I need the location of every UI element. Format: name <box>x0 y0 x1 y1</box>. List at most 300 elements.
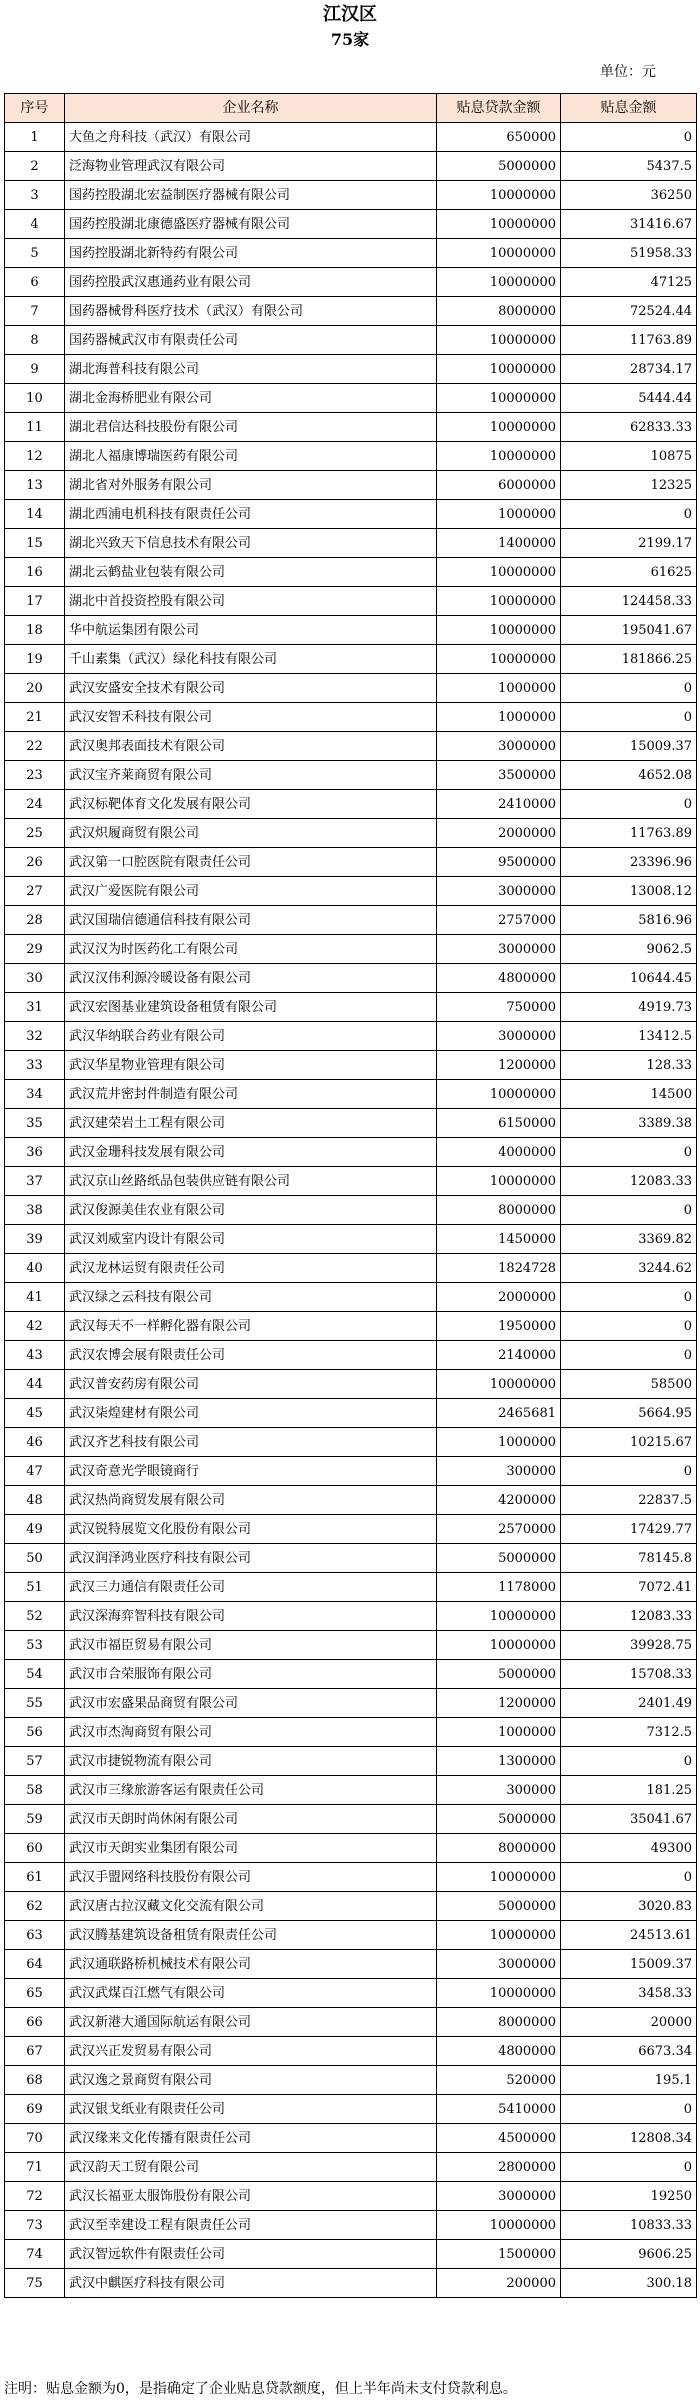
loan-amount: 2757000 <box>437 906 561 935</box>
row-index: 40 <box>5 1254 65 1283</box>
loan-amount: 1200000 <box>437 1051 561 1080</box>
company-name: 武汉市合荣服饰有限公司 <box>65 1660 437 1689</box>
table-row <box>5 645 697 674</box>
company-name: 武汉奥邦表面技术有限公司 <box>65 732 437 761</box>
company-name: 武汉宝齐莱商贸有限公司 <box>65 761 437 790</box>
row-index: 65 <box>5 1979 65 2008</box>
row-index: 71 <box>5 2153 65 2182</box>
loan-amount: 2465681 <box>437 1399 561 1428</box>
row-index: 73 <box>5 2211 65 2240</box>
loan-amount: 1000000 <box>437 500 561 529</box>
company-name: 武汉炽履商贸有限公司 <box>65 819 437 848</box>
table-row <box>5 1283 697 1312</box>
subsidy-amount: 5664.95 <box>561 1399 697 1428</box>
header-index: 序号 <box>5 94 65 123</box>
row-index: 10 <box>5 384 65 413</box>
loan-amount: 10000000 <box>437 587 561 616</box>
row-index: 28 <box>5 906 65 935</box>
subsidy-amount: 0 <box>561 703 697 732</box>
company-name: 湖北兴致天下信息技术有限公司 <box>65 529 437 558</box>
company-name: 湖北云鹤盐业包装有限公司 <box>65 558 437 587</box>
subsidy-amount: 300.18 <box>561 2269 697 2298</box>
subsidy-amount: 0 <box>561 1196 697 1225</box>
row-index: 12 <box>5 442 65 471</box>
table-row <box>5 993 697 1022</box>
table-row <box>5 558 697 587</box>
row-index: 43 <box>5 1341 65 1370</box>
table-row <box>5 1341 697 1370</box>
subsidy-amount: 0 <box>561 2153 697 2182</box>
loan-amount: 10000000 <box>437 413 561 442</box>
table-row <box>5 210 697 239</box>
row-index: 44 <box>5 1370 65 1399</box>
table-row <box>5 2008 697 2037</box>
table-row <box>5 819 697 848</box>
table-row <box>5 1805 697 1834</box>
company-name: 武汉宏图基业建筑设备租赁有限公司 <box>65 993 437 1022</box>
row-index: 11 <box>5 413 65 442</box>
company-name: 大鱼之舟科技（武汉）有限公司 <box>65 123 437 152</box>
loan-amount: 4200000 <box>437 1486 561 1515</box>
table-row <box>5 2037 697 2066</box>
loan-amount: 5000000 <box>437 1660 561 1689</box>
table-row <box>5 1892 697 1921</box>
loan-amount: 1200000 <box>437 1689 561 1718</box>
loan-amount: 9500000 <box>437 848 561 877</box>
loan-amount: 5000000 <box>437 1544 561 1573</box>
table-row <box>5 935 697 964</box>
company-name: 武汉市捷锐物流有限公司 <box>65 1747 437 1776</box>
row-index: 66 <box>5 2008 65 2037</box>
loan-amount: 300000 <box>437 1457 561 1486</box>
company-name: 武汉绿之云科技有限公司 <box>65 1283 437 1312</box>
loan-amount: 10000000 <box>437 210 561 239</box>
subsidy-amount: 22837.5 <box>561 1486 697 1515</box>
table-row <box>5 1399 697 1428</box>
loan-amount: 8000000 <box>437 297 561 326</box>
table-row <box>5 2153 697 2182</box>
company-name: 湖北西浦电机科技有限责任公司 <box>65 500 437 529</box>
table-row <box>5 2269 697 2298</box>
subsidy-amount: 11763.89 <box>561 326 697 355</box>
row-index: 42 <box>5 1312 65 1341</box>
subsidy-amount: 36250 <box>561 181 697 210</box>
company-name: 武汉通联路桥机械技术有限公司 <box>65 1950 437 1979</box>
subsidy-amount: 10833.33 <box>561 2211 697 2240</box>
subsidy-amount: 31416.67 <box>561 210 697 239</box>
table-row <box>5 1080 697 1109</box>
row-index: 32 <box>5 1022 65 1051</box>
company-name: 湖北金海桥肥业有限公司 <box>65 384 437 413</box>
page-title: 江汉区 <box>323 4 377 25</box>
table-row <box>5 413 697 442</box>
loan-amount: 5000000 <box>437 1805 561 1834</box>
header-subsidy-amount: 贴息金额 <box>561 94 697 123</box>
company-name: 湖北人福康博瑞医药有限公司 <box>65 442 437 471</box>
company-name: 国药控股湖北宏益制医疗器械有限公司 <box>65 181 437 210</box>
row-index: 63 <box>5 1921 65 1950</box>
table-row <box>5 703 697 732</box>
loan-amount: 3500000 <box>437 761 561 790</box>
table-row <box>5 1544 697 1573</box>
table-row <box>5 2240 697 2269</box>
subsidy-table <box>4 93 697 2298</box>
loan-amount: 3000000 <box>437 935 561 964</box>
table-row <box>5 1457 697 1486</box>
table-row <box>5 529 697 558</box>
table-row <box>5 1312 697 1341</box>
table-row <box>5 906 697 935</box>
subsidy-amount: 9606.25 <box>561 2240 697 2269</box>
table-row <box>5 471 697 500</box>
subsidy-amount: 19250 <box>561 2182 697 2211</box>
company-name: 武汉第一口腔医院有限责任公司 <box>65 848 437 877</box>
subsidy-amount: 2401.49 <box>561 1689 697 1718</box>
subsidy-amount: 0 <box>561 2095 697 2124</box>
loan-amount: 10000000 <box>437 355 561 384</box>
row-index: 5 <box>5 239 65 268</box>
loan-amount: 10000000 <box>437 616 561 645</box>
loan-amount: 10000000 <box>437 268 561 297</box>
subsidy-amount: 49300 <box>561 1834 697 1863</box>
subsidy-amount: 0 <box>561 790 697 819</box>
subsidy-amount: 47125 <box>561 268 697 297</box>
company-name: 武汉龙林运贸有限责任公司 <box>65 1254 437 1283</box>
table-row <box>5 1602 697 1631</box>
row-index: 55 <box>5 1689 65 1718</box>
company-count: 75家 <box>330 30 370 49</box>
subsidy-amount: 4652.08 <box>561 761 697 790</box>
company-name: 武汉俊源美佳农业有限公司 <box>65 1196 437 1225</box>
subsidy-amount: 2199.17 <box>561 529 697 558</box>
loan-amount: 4800000 <box>437 2037 561 2066</box>
unit-label: 单位：元 <box>600 64 656 80</box>
company-name: 武汉银戈纸业有限责任公司 <box>65 2095 437 2124</box>
subsidy-amount: 13008.12 <box>561 877 697 906</box>
subsidy-amount: 195041.67 <box>561 616 697 645</box>
subsidy-amount: 10644.45 <box>561 964 697 993</box>
company-name: 国药控股武汉惠通药业有限公司 <box>65 268 437 297</box>
table-row <box>5 732 697 761</box>
subsidy-amount: 5816.96 <box>561 906 697 935</box>
company-name: 武汉中麒医疗科技有限公司 <box>65 2269 437 2298</box>
company-name: 武汉深海弈智科技有限公司 <box>65 1602 437 1631</box>
row-index: 69 <box>5 2095 65 2124</box>
row-index: 57 <box>5 1747 65 1776</box>
table-row <box>5 2211 697 2240</box>
row-index: 15 <box>5 529 65 558</box>
company-name: 武汉汉伟利源冷暖设备有限公司 <box>65 964 437 993</box>
subsidy-amount: 58500 <box>561 1370 697 1399</box>
company-name: 武汉广爱医院有限公司 <box>65 877 437 906</box>
subsidy-amount: 0 <box>561 1747 697 1776</box>
row-index: 53 <box>5 1631 65 1660</box>
company-name: 武汉安智禾科技有限公司 <box>65 703 437 732</box>
subsidy-amount: 5437.5 <box>561 152 697 181</box>
row-index: 45 <box>5 1399 65 1428</box>
table-row <box>5 123 697 152</box>
loan-amount: 10000000 <box>437 1080 561 1109</box>
row-index: 31 <box>5 993 65 1022</box>
table-row <box>5 616 697 645</box>
subsidy-amount: 7072.41 <box>561 1573 697 1602</box>
table-row <box>5 2182 697 2211</box>
subsidy-amount: 9062.5 <box>561 935 697 964</box>
subsidy-amount: 51958.33 <box>561 239 697 268</box>
row-index: 33 <box>5 1051 65 1080</box>
row-index: 54 <box>5 1660 65 1689</box>
table-row <box>5 1167 697 1196</box>
subsidy-amount: 12083.33 <box>561 1167 697 1196</box>
loan-amount: 2800000 <box>437 2153 561 2182</box>
company-name: 国药器械骨科医疗技术（武汉）有限公司 <box>65 297 437 326</box>
company-name: 武汉京山丝路纸品包装供应链有限公司 <box>65 1167 437 1196</box>
loan-amount: 3000000 <box>437 1022 561 1051</box>
row-index: 36 <box>5 1138 65 1167</box>
company-name: 武汉武煤百江燃气有限公司 <box>65 1979 437 2008</box>
row-index: 9 <box>5 355 65 384</box>
table-row <box>5 1573 697 1602</box>
table-row <box>5 297 697 326</box>
subsidy-amount: 0 <box>561 500 697 529</box>
loan-amount: 4500000 <box>437 2124 561 2153</box>
row-index: 24 <box>5 790 65 819</box>
subsidy-amount: 3458.33 <box>561 1979 697 2008</box>
row-index: 49 <box>5 1515 65 1544</box>
table-row <box>5 2066 697 2095</box>
subsidy-amount: 0 <box>561 1312 697 1341</box>
loan-amount: 6000000 <box>437 471 561 500</box>
footnote: 注明：贴息金额为0，是指确定了企业贴息贷款额度，但上半年尚未支付贷款利息。 <box>4 2381 517 2397</box>
table-row <box>5 1660 697 1689</box>
row-index: 64 <box>5 1950 65 1979</box>
company-name: 武汉市宏盛果品商贸有限公司 <box>65 1689 437 1718</box>
subsidy-amount: 12325 <box>561 471 697 500</box>
company-name: 武汉普安药房有限公司 <box>65 1370 437 1399</box>
company-name: 武汉荒井密封件制造有限公司 <box>65 1080 437 1109</box>
subsidy-amount: 10875 <box>561 442 697 471</box>
table-row <box>5 1863 697 1892</box>
table-row <box>5 1979 697 2008</box>
company-name: 武汉润泽鸿业医疗科技有限公司 <box>65 1544 437 1573</box>
company-name: 武汉建荣岩土工程有限公司 <box>65 1109 437 1138</box>
loan-amount: 5410000 <box>437 2095 561 2124</box>
table-row <box>5 1950 697 1979</box>
table-row <box>5 1718 697 1747</box>
subsidy-amount: 10215.67 <box>561 1428 697 1457</box>
company-name: 武汉每天不一样孵化器有限公司 <box>65 1312 437 1341</box>
row-index: 46 <box>5 1428 65 1457</box>
subsidy-amount: 12808.34 <box>561 2124 697 2153</box>
subsidy-amount: 0 <box>561 1457 697 1486</box>
table-row <box>5 442 697 471</box>
table-row <box>5 384 697 413</box>
company-name: 武汉手盟网络科技股份有限公司 <box>65 1863 437 1892</box>
company-name: 武汉锐特展览文化股份有限公司 <box>65 1515 437 1544</box>
table-row <box>5 790 697 819</box>
company-name: 武汉标靶体育文化发展有限公司 <box>65 790 437 819</box>
company-name: 武汉刘威室内设计有限公司 <box>65 1225 437 1254</box>
loan-amount: 10000000 <box>437 1921 561 1950</box>
company-name: 武汉奇意光学眼镜商行 <box>65 1457 437 1486</box>
subsidy-amount: 3020.83 <box>561 1892 697 1921</box>
loan-amount: 2570000 <box>437 1515 561 1544</box>
subsidy-amount: 11763.89 <box>561 819 697 848</box>
table-row <box>5 500 697 529</box>
loan-amount: 2410000 <box>437 790 561 819</box>
table-row <box>5 355 697 384</box>
subsidy-amount: 62833.33 <box>561 413 697 442</box>
subsidy-amount: 61625 <box>561 558 697 587</box>
loan-amount: 1000000 <box>437 1718 561 1747</box>
loan-amount: 8000000 <box>437 1196 561 1225</box>
subsidy-amount: 0 <box>561 674 697 703</box>
company-name: 武汉华星物业管理有限公司 <box>65 1051 437 1080</box>
row-index: 56 <box>5 1718 65 1747</box>
loan-amount: 10000000 <box>437 1863 561 1892</box>
loan-amount: 1450000 <box>437 1225 561 1254</box>
loan-amount: 10000000 <box>437 1979 561 2008</box>
table-row <box>5 1225 697 1254</box>
loan-amount: 10000000 <box>437 1631 561 1660</box>
loan-amount: 1824728 <box>437 1254 561 1283</box>
loan-amount: 750000 <box>437 993 561 1022</box>
row-index: 29 <box>5 935 65 964</box>
company-name: 武汉智远软件有限责任公司 <box>65 2240 437 2269</box>
header-loan-amount: 贴息贷款金额 <box>437 94 561 123</box>
row-index: 16 <box>5 558 65 587</box>
loan-amount: 10000000 <box>437 1167 561 1196</box>
subsidy-amount: 17429.77 <box>561 1515 697 1544</box>
subsidy-amount: 72524.44 <box>561 297 697 326</box>
table-row <box>5 1921 697 1950</box>
row-index: 17 <box>5 587 65 616</box>
table-row <box>5 1776 697 1805</box>
loan-amount: 2000000 <box>437 1283 561 1312</box>
row-index: 35 <box>5 1109 65 1138</box>
table-row <box>5 1428 697 1457</box>
company-name: 武汉市天朗时尚休闲有限公司 <box>65 1805 437 1834</box>
row-index: 61 <box>5 1863 65 1892</box>
loan-amount: 300000 <box>437 1776 561 1805</box>
loan-amount: 2140000 <box>437 1341 561 1370</box>
row-index: 72 <box>5 2182 65 2211</box>
row-index: 21 <box>5 703 65 732</box>
row-index: 13 <box>5 471 65 500</box>
company-name: 湖北海普科技有限公司 <box>65 355 437 384</box>
company-name: 武汉腾基建筑设备租赁有限责任公司 <box>65 1921 437 1950</box>
table-header-row <box>5 94 697 123</box>
row-index: 50 <box>5 1544 65 1573</box>
company-name: 武汉兴正发贸易有限公司 <box>65 2037 437 2066</box>
subsidy-amount: 78145.8 <box>561 1544 697 1573</box>
row-index: 8 <box>5 326 65 355</box>
row-index: 51 <box>5 1573 65 1602</box>
subsidy-amount: 15009.37 <box>561 732 697 761</box>
subsidy-amount: 14500 <box>561 1080 697 1109</box>
loan-amount: 4000000 <box>437 1138 561 1167</box>
table-row <box>5 877 697 906</box>
loan-amount: 1178000 <box>437 1573 561 1602</box>
company-name: 泛海物业管理武汉有限公司 <box>65 152 437 181</box>
loan-amount: 10000000 <box>437 2211 561 2240</box>
company-name: 武汉安盛安全技术有限公司 <box>65 674 437 703</box>
subsidy-amount: 181.25 <box>561 1776 697 1805</box>
loan-amount: 10000000 <box>437 558 561 587</box>
loan-amount: 3000000 <box>437 877 561 906</box>
row-index: 27 <box>5 877 65 906</box>
row-index: 22 <box>5 732 65 761</box>
company-name: 武汉至幸建设工程有限责任公司 <box>65 2211 437 2240</box>
subsidy-amount: 0 <box>561 1138 697 1167</box>
loan-amount: 1000000 <box>437 1428 561 1457</box>
row-index: 1 <box>5 123 65 152</box>
loan-amount: 10000000 <box>437 1602 561 1631</box>
table-row <box>5 239 697 268</box>
company-name: 武汉市三缘旅游客运有限责任公司 <box>65 1776 437 1805</box>
company-name: 国药器械武汉市有限责任公司 <box>65 326 437 355</box>
row-index: 59 <box>5 1805 65 1834</box>
subsidy-amount: 15708.33 <box>561 1660 697 1689</box>
table-row <box>5 1254 697 1283</box>
company-name: 武汉市天朗实业集团有限公司 <box>65 1834 437 1863</box>
row-index: 30 <box>5 964 65 993</box>
loan-amount: 3000000 <box>437 732 561 761</box>
subsidy-amount: 28734.17 <box>561 355 697 384</box>
subsidy-amount: 23396.96 <box>561 848 697 877</box>
loan-amount: 10000000 <box>437 442 561 471</box>
table-row <box>5 1370 697 1399</box>
company-name: 湖北省对外服务有限公司 <box>65 471 437 500</box>
row-index: 75 <box>5 2269 65 2298</box>
company-name: 国药控股湖北康德盛医疗器械有限公司 <box>65 210 437 239</box>
subsidy-amount: 0 <box>561 123 697 152</box>
row-index: 26 <box>5 848 65 877</box>
row-index: 7 <box>5 297 65 326</box>
row-index: 60 <box>5 1834 65 1863</box>
subsidy-amount: 0 <box>561 1283 697 1312</box>
company-name: 武汉汉为时医药化工有限公司 <box>65 935 437 964</box>
table-row <box>5 1109 697 1138</box>
loan-amount: 10000000 <box>437 645 561 674</box>
table-row <box>5 1747 697 1776</box>
table-row <box>5 152 697 181</box>
subsidy-amount: 15009.37 <box>561 1950 697 1979</box>
loan-amount: 5000000 <box>437 152 561 181</box>
loan-amount: 1400000 <box>437 529 561 558</box>
subsidy-amount: 0 <box>561 1863 697 1892</box>
table-row <box>5 1022 697 1051</box>
subsidy-amount: 24513.61 <box>561 1921 697 1950</box>
loan-amount: 10000000 <box>437 181 561 210</box>
company-name: 武汉齐艺科技有限公司 <box>65 1428 437 1457</box>
table-row <box>5 1138 697 1167</box>
table-row <box>5 848 697 877</box>
table-row <box>5 268 697 297</box>
subsidy-amount: 6673.34 <box>561 2037 697 2066</box>
company-name: 武汉金珊科技发展有限公司 <box>65 1138 437 1167</box>
company-name: 武汉缘来文化传播有限责任公司 <box>65 2124 437 2153</box>
subsidy-amount: 35041.67 <box>561 1805 697 1834</box>
table-row <box>5 181 697 210</box>
loan-amount: 3000000 <box>437 2182 561 2211</box>
subsidy-amount: 5444.44 <box>561 384 697 413</box>
company-name: 武汉热尚商贸发展有限公司 <box>65 1486 437 1515</box>
row-index: 58 <box>5 1776 65 1805</box>
row-index: 18 <box>5 616 65 645</box>
table-row <box>5 1689 697 1718</box>
row-index: 70 <box>5 2124 65 2153</box>
